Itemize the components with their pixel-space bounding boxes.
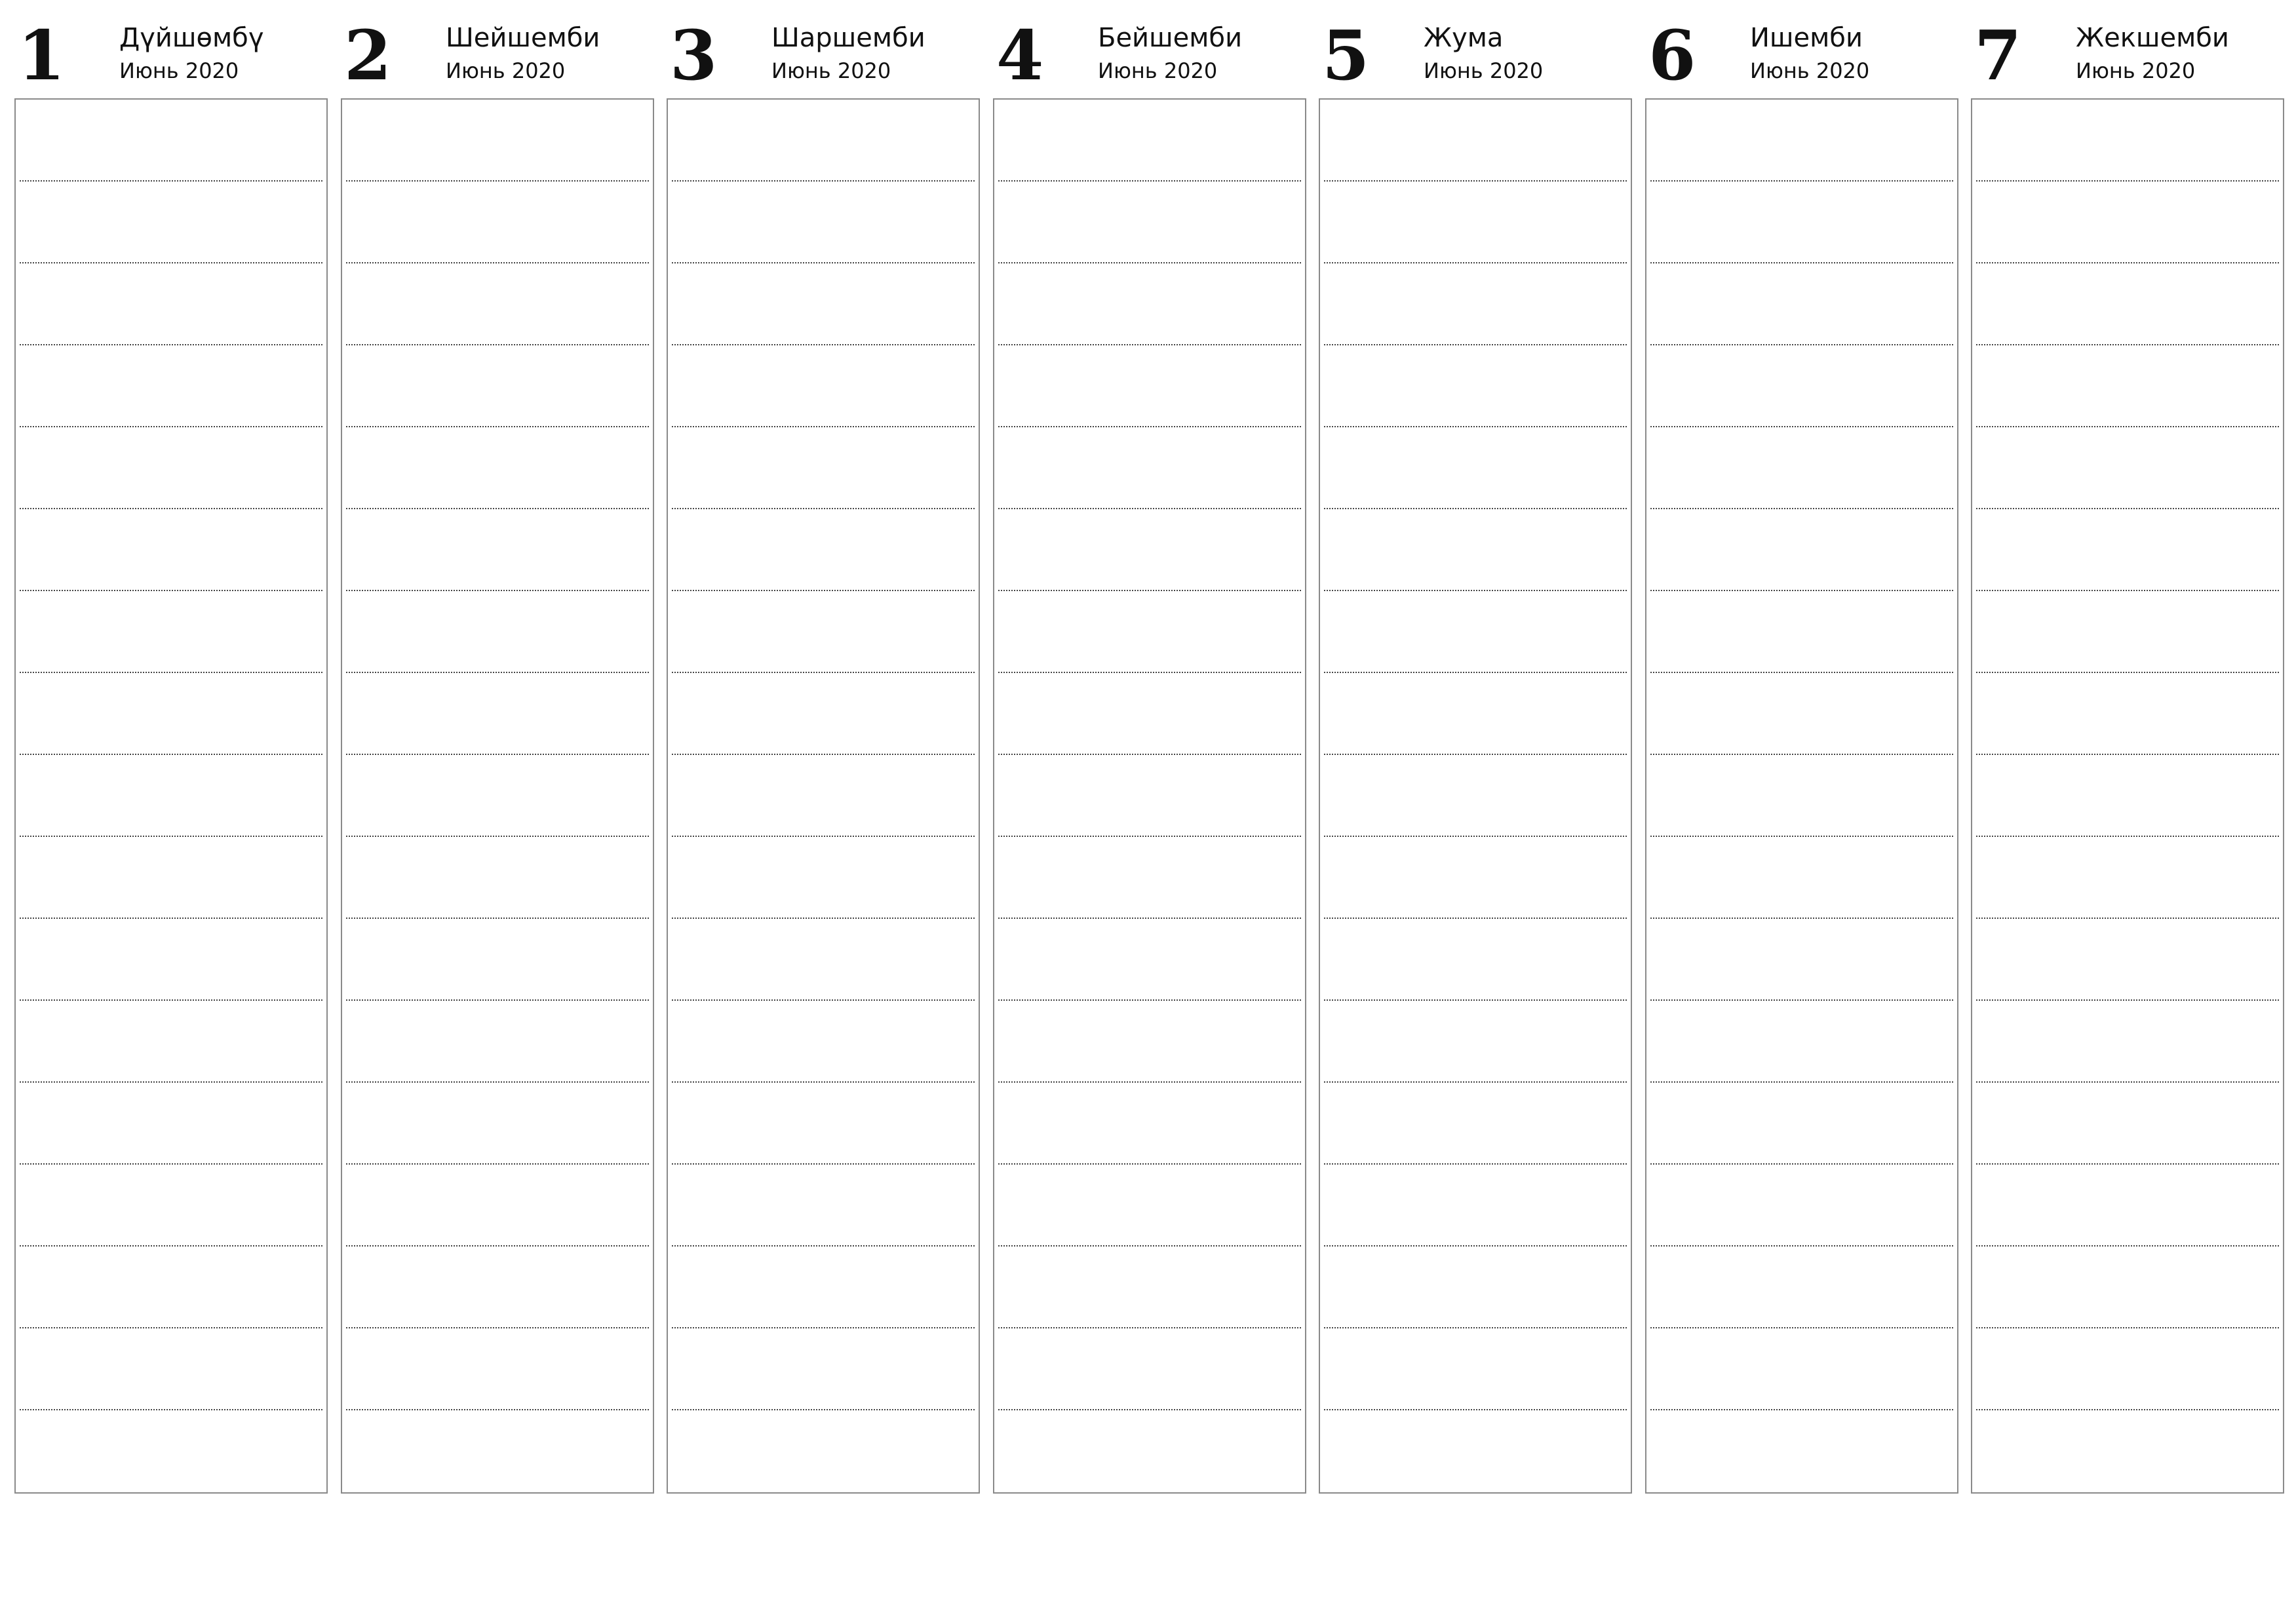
ruled-line	[672, 426, 975, 427]
ruled-line	[1650, 672, 1953, 673]
ruled-line	[672, 1327, 975, 1328]
ruled-line	[1324, 1409, 1627, 1410]
ruled-line	[672, 999, 975, 1001]
ruled-line	[346, 918, 649, 919]
ruled-line	[20, 508, 322, 509]
day-header	[1971, 13, 2284, 98]
ruled-line	[672, 1245, 975, 1247]
ruled-line	[20, 836, 322, 837]
ruled-line	[998, 1163, 1301, 1165]
ruled-line	[998, 836, 1301, 837]
day-month: Июнь 2020	[1424, 58, 1544, 83]
ruled-line	[1976, 918, 2279, 919]
ruled-line	[1650, 1163, 1953, 1165]
ruled-line	[346, 1163, 649, 1165]
ruled-line	[998, 344, 1301, 345]
ruled-line	[20, 1409, 322, 1410]
day-number: 7	[1974, 15, 2022, 96]
ruled-line	[346, 508, 649, 509]
day-number: 6	[1648, 15, 1696, 96]
day-name: Ишемби	[1750, 23, 1863, 53]
ruled-line	[998, 1245, 1301, 1247]
day-number: 1	[18, 15, 66, 96]
ruled-line	[1324, 1163, 1627, 1165]
ruled-line	[672, 672, 975, 673]
ruled-line	[672, 1081, 975, 1083]
day-header	[667, 13, 980, 98]
day-column-1	[14, 13, 328, 98]
ruled-line	[1976, 1409, 2279, 1410]
ruled-line	[1650, 754, 1953, 755]
ruled-line	[998, 999, 1301, 1001]
day-name: Жекшемби	[2076, 23, 2229, 53]
ruled-line	[1976, 508, 2279, 509]
ruled-line	[346, 590, 649, 591]
ruled-line	[346, 836, 649, 837]
ruled-line	[1976, 590, 2279, 591]
ruled-line	[20, 1163, 322, 1165]
ruled-line	[346, 754, 649, 755]
ruled-line	[1976, 262, 2279, 263]
ruled-line	[672, 180, 975, 182]
ruled-line	[672, 1409, 975, 1410]
day-column-6	[1645, 13, 1958, 98]
ruled-line	[672, 262, 975, 263]
day-number: 4	[996, 15, 1044, 96]
ruled-line	[998, 918, 1301, 919]
day-writing-area[interactable]	[1971, 98, 2284, 1494]
day-writing-area[interactable]	[667, 98, 980, 1494]
ruled-line	[998, 180, 1301, 182]
day-header	[993, 13, 1306, 98]
ruled-line	[20, 590, 322, 591]
ruled-line	[1650, 1409, 1953, 1410]
ruled-line	[20, 1081, 322, 1083]
ruled-line	[346, 426, 649, 427]
ruled-line	[346, 1327, 649, 1328]
ruled-line	[1976, 836, 2279, 837]
day-month: Июнь 2020	[119, 58, 239, 83]
ruled-line	[1650, 590, 1953, 591]
ruled-line	[20, 262, 322, 263]
ruled-line	[20, 999, 322, 1001]
ruled-line	[20, 344, 322, 345]
ruled-line	[1650, 344, 1953, 345]
ruled-line	[1650, 262, 1953, 263]
ruled-line	[1324, 508, 1627, 509]
ruled-line	[672, 344, 975, 345]
ruled-line	[998, 1327, 1301, 1328]
day-writing-area[interactable]	[341, 98, 654, 1494]
ruled-line	[1650, 1245, 1953, 1247]
day-writing-area[interactable]	[1645, 98, 1958, 1494]
day-header	[1319, 13, 1632, 98]
day-name: Бейшемби	[1098, 23, 1243, 53]
ruled-line	[20, 918, 322, 919]
day-month: Июнь 2020	[446, 58, 566, 83]
ruled-line	[20, 180, 322, 182]
ruled-line	[1324, 1081, 1627, 1083]
day-name: Шаршемби	[771, 23, 925, 53]
day-name: Шейшемби	[446, 23, 600, 53]
ruled-line	[672, 754, 975, 755]
day-number: 5	[1322, 15, 1370, 96]
day-number: 2	[344, 15, 392, 96]
ruled-line	[1650, 1327, 1953, 1328]
ruled-line	[672, 918, 975, 919]
day-month: Июнь 2020	[1098, 58, 1218, 83]
day-writing-area[interactable]	[14, 98, 328, 1494]
ruled-line	[1976, 1245, 2279, 1247]
ruled-line	[1324, 754, 1627, 755]
ruled-line	[346, 999, 649, 1001]
ruled-line	[1650, 508, 1953, 509]
ruled-line	[1650, 836, 1953, 837]
ruled-line	[1650, 180, 1953, 182]
ruled-line	[1324, 426, 1627, 427]
day-column-7	[1971, 13, 2284, 98]
ruled-line	[20, 672, 322, 673]
ruled-line	[1976, 344, 2279, 345]
ruled-line	[1650, 1081, 1953, 1083]
day-month: Июнь 2020	[2076, 58, 2196, 83]
ruled-line	[1976, 999, 2279, 1001]
ruled-line	[998, 672, 1301, 673]
ruled-line	[672, 1163, 975, 1165]
ruled-line	[20, 426, 322, 427]
day-month: Июнь 2020	[1750, 58, 1870, 83]
day-writing-area[interactable]	[1319, 98, 1632, 1494]
ruled-line	[346, 1245, 649, 1247]
day-header	[1645, 13, 1958, 98]
day-column-3	[667, 13, 980, 98]
ruled-line	[672, 508, 975, 509]
ruled-line	[1976, 754, 2279, 755]
ruled-line	[1324, 1245, 1627, 1247]
ruled-line	[998, 426, 1301, 427]
ruled-line	[998, 754, 1301, 755]
ruled-line	[1976, 672, 2279, 673]
ruled-line	[346, 1409, 649, 1410]
ruled-line	[672, 590, 975, 591]
ruled-line	[346, 1081, 649, 1083]
day-header	[14, 13, 328, 98]
ruled-line	[1324, 344, 1627, 345]
ruled-line	[346, 344, 649, 345]
day-column-5	[1319, 13, 1632, 98]
day-writing-area[interactable]	[993, 98, 1306, 1494]
ruled-line	[346, 180, 649, 182]
ruled-line	[1976, 1163, 2279, 1165]
ruled-line	[672, 836, 975, 837]
day-month: Июнь 2020	[771, 58, 891, 83]
ruled-line	[20, 1245, 322, 1247]
ruled-line	[1324, 262, 1627, 263]
ruled-line	[998, 1409, 1301, 1410]
ruled-line	[20, 1327, 322, 1328]
ruled-line	[1650, 918, 1953, 919]
ruled-line	[1324, 999, 1627, 1001]
ruled-line	[346, 672, 649, 673]
day-number: 3	[670, 15, 718, 96]
ruled-line	[998, 590, 1301, 591]
ruled-line	[998, 508, 1301, 509]
ruled-line	[1650, 999, 1953, 1001]
ruled-line	[346, 262, 649, 263]
day-name: Дүйшөмбү	[119, 23, 264, 53]
day-column-4	[993, 13, 1306, 98]
ruled-line	[20, 754, 322, 755]
ruled-line	[1650, 426, 1953, 427]
ruled-line	[1976, 180, 2279, 182]
ruled-line	[1324, 836, 1627, 837]
day-name: Жума	[1424, 23, 1504, 53]
ruled-line	[1324, 672, 1627, 673]
day-column-2	[341, 13, 654, 98]
ruled-line	[1324, 1327, 1627, 1328]
ruled-line	[1324, 918, 1627, 919]
ruled-line	[1976, 1081, 2279, 1083]
ruled-line	[1324, 590, 1627, 591]
ruled-line	[998, 262, 1301, 263]
ruled-line	[1324, 180, 1627, 182]
ruled-line	[1976, 426, 2279, 427]
day-header	[341, 13, 654, 98]
ruled-line	[1976, 1327, 2279, 1328]
ruled-line	[998, 1081, 1301, 1083]
